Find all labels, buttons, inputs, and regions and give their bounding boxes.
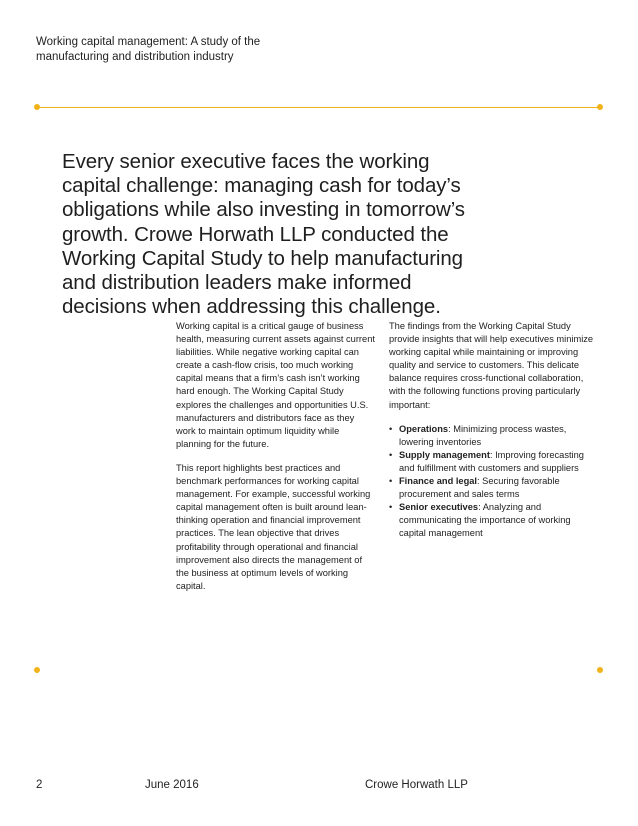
footer-date: June 2016	[145, 779, 199, 791]
list-item-desc: : Securing favorable procurement and sales terms	[399, 476, 560, 500]
bullet-icon: •	[389, 449, 393, 460]
footer-firm: Crowe Horwath LLP	[365, 779, 468, 791]
accent-divider	[37, 107, 601, 108]
running-header: Working capital management: A study of the manufacturing and distribution industry	[36, 36, 261, 63]
accent-dot-bottom-left	[34, 667, 40, 673]
list-item-desc: : Analyzing and communicating the importance of working capital management	[399, 502, 571, 539]
body-paragraph: The findings from the Working Capital Study provide insights that will help executives minimize working capital while maintaining or improving quality and service to customers. This delicate balance requires cross-functional collaboration, with the following functions proving particularly important:	[389, 321, 594, 410]
accent-dot-top-right	[597, 104, 603, 110]
list-item	[389, 475, 594, 501]
list-item-term: Senior executives	[399, 502, 479, 513]
list-item	[389, 501, 594, 540]
accent-dot-bottom-right	[597, 667, 603, 673]
list-item-desc: : Improving forecasting and fulfillment with customers and suppliers	[399, 449, 584, 473]
bullet-icon: •	[389, 423, 393, 434]
list-item	[389, 423, 594, 449]
body-paragraph: This report highlights best practices and benchmark performances for working capital management. For example, successful working capital management often is built around lean-thinking operation and financial improvement practices. The lean objective that drives profitability through operational and financial improvement also directs the management of the business at optimum levels of working capital.	[176, 462, 371, 591]
accent-dot-top-left	[34, 104, 40, 110]
list-item	[389, 449, 594, 475]
lead-paragraph: Every senior executive faces the working capital challenge: managing cash for today’s obligations while also investing in tomorrow’s growth. Crowe Horwath LLP conducted the Working Capital Study to help manufacturing and distribution leaders make informed decisions when addressing this challenge.	[62, 150, 465, 319]
right-column	[389, 320, 594, 541]
list-item-term: Supply management	[399, 449, 490, 460]
function-list	[389, 423, 594, 541]
page-number: 2	[36, 779, 43, 791]
left-column	[176, 320, 376, 604]
list-item-term: Finance and legal	[399, 476, 478, 487]
body-paragraph: Working capital is a critical gauge of business health, measuring current assets against current liabilities. While negative working capital can create a cash-flow crisis, too much working capital means that a firm’s cash isn’t working hard enough. The Working Capital Study explores the challenges and opportunities U.S. manufacturers and distributors face as they work to maintain optimum liquidity while planning for the future.	[176, 321, 375, 449]
bullet-icon: •	[389, 476, 393, 487]
bullet-icon: •	[389, 502, 393, 513]
list-item-term: Operations	[399, 423, 449, 434]
list-item-desc: : Minimizing process wastes, lowering inventories	[399, 423, 567, 447]
